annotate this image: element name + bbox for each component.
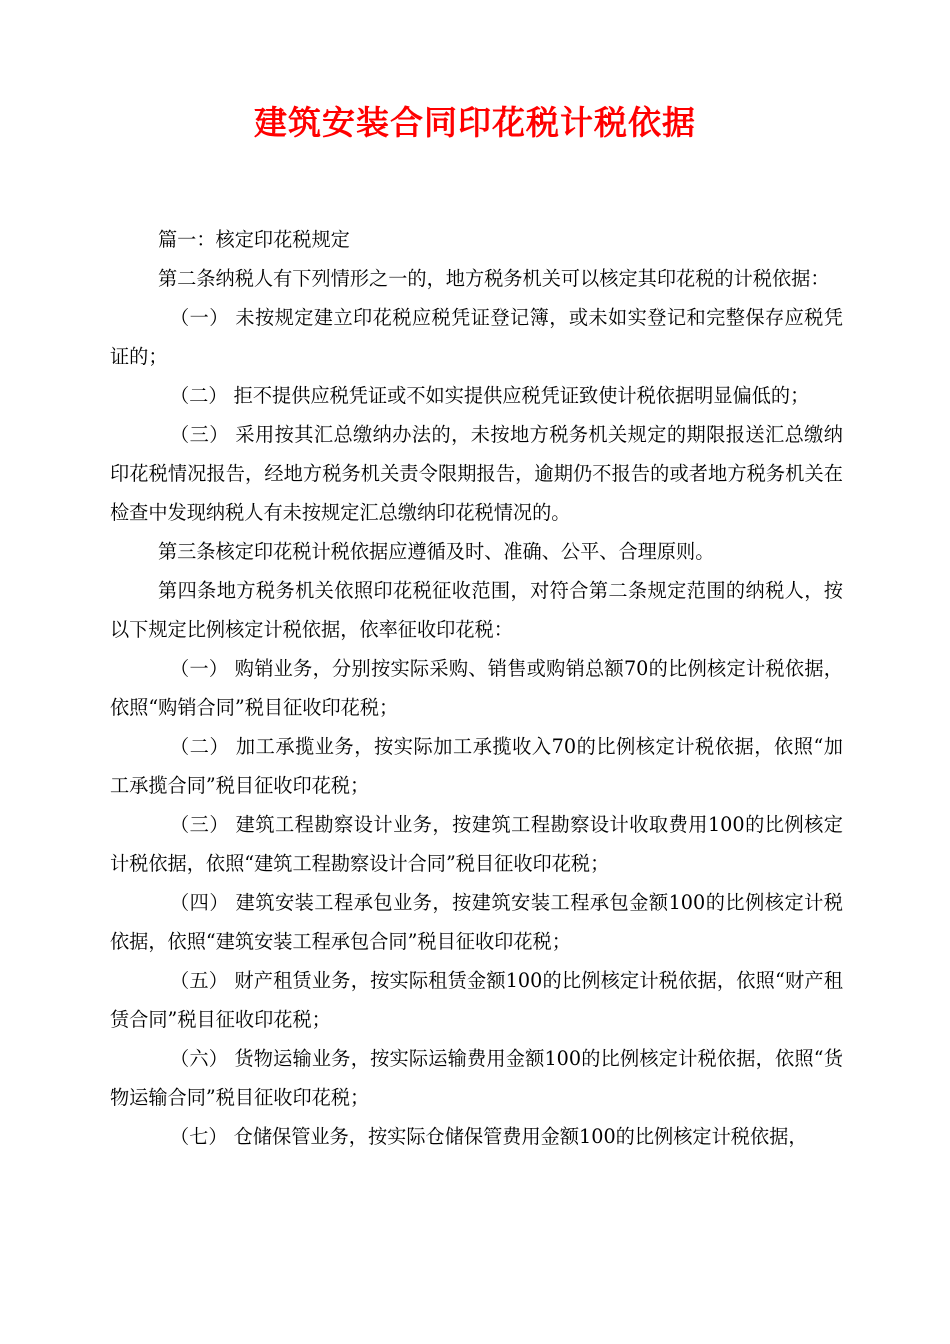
- article-4-item-4: （四） 建筑安装工程承包业务，按建筑安装工程承包金额100的比例核定计税依据，依照“建筑安装工程承包合同”税目征收印花税；: [110, 891, 843, 953]
- article-4-item-7: （七） 仓储保管业务，按实际仓储保管费用金额100的比例核定计税依据，: [170, 1125, 808, 1148]
- article-3: 第三条核定印花税计税依据应遵循及时、准确、公平、合理原则。: [158, 540, 715, 563]
- article-4-item-3: （三） 建筑工程勘察设计业务，按建筑工程勘察设计收取费用100的比例核定计税依据，依照“建筑工程勘察设计合同”税目征收印花税；: [110, 813, 843, 875]
- article-4-item-1: （一） 购销业务，分别按实际采购、销售或购销总额70的比例核定计税依据，依照“购销合同”税目征收印花税；: [110, 657, 843, 719]
- document-body: [110, 220, 843, 1156]
- article-4-item-6: （六） 货物运输业务，按实际运输费用金额100的比例核定计税依据，依照“货物运输合同”税目征收印花税；: [110, 1047, 843, 1109]
- article-2-item-1: （一） 未按规定建立印花税应税凭证登记簿，或未如实登记和完整保存应税凭证的；: [110, 306, 843, 368]
- section-heading: 篇一：核定印花税规定: [158, 228, 350, 251]
- article-4-item-5: （五） 财产租赁业务，按实际租赁金额100的比例核定计税依据，依照“财产租赁合同”税目征收印花税；: [110, 969, 843, 1031]
- article-2-item-3: （三） 采用按其汇总缴纳办法的，未按地方税务机关规定的期限报送汇总缴纳印花税情况报告，经地方税务机关责令限期报告，逾期仍不报告的或者地方税务机关在检查中发现纳税人有未按规定汇总缴纳印花税情况的。: [110, 423, 843, 524]
- article-2-item-2: （二） 拒不提供应税凭证或不如实提供应税凭证致使计税依据明显偏低的；: [170, 384, 810, 407]
- article-2: 第二条纳税人有下列情形之一的，地方税务机关可以核定其印花税的计税依据：: [158, 267, 830, 290]
- article-4: 第四条地方税务机关依照印花税征收范围，对符合第二条规定范围的纳税人，按以下规定比例核定计税依据，依率征收印花税：: [110, 579, 843, 641]
- article-4-item-2: （二） 加工承揽业务，按实际加工承揽收入70的比例核定计税依据，依照“加工承揽合同”税目征收印花税；: [110, 735, 843, 797]
- document-title: 建筑安装合同印花税计税依据: [254, 103, 696, 142]
